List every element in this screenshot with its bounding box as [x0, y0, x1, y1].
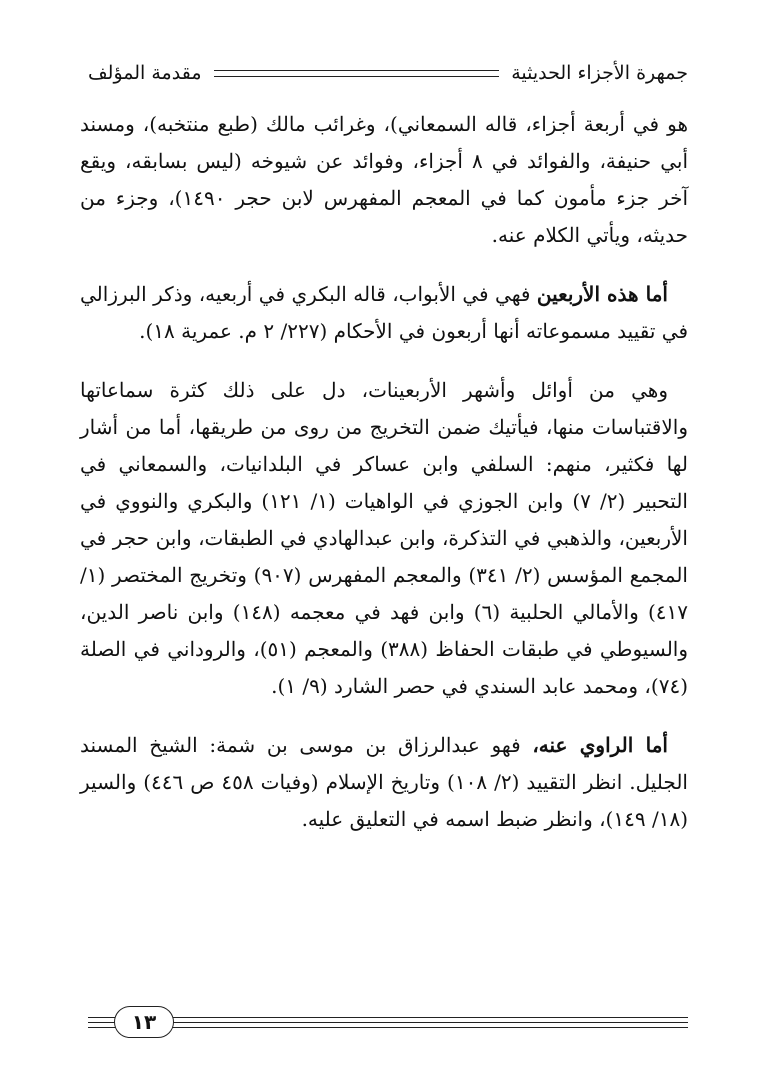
paragraph-3	[80, 372, 688, 705]
paragraph-1	[80, 106, 688, 254]
footer-rule	[88, 1027, 688, 1028]
section-title: مقدمة المؤلف	[88, 62, 202, 84]
paragraph-2	[80, 276, 688, 350]
book-title: جمهرة الأجزاء الحديثية	[511, 62, 688, 84]
paragraph-2-lead: أما هذه الأربعين	[536, 282, 668, 306]
paragraph-4	[80, 727, 688, 838]
header-rule	[214, 70, 500, 77]
page-footer	[88, 1003, 688, 1043]
paragraph-4-text: فهو عبدالرزاق بن موسى بن شمة: الشيخ المسند الجليل. انظر التقييد (٢/ ١٠٨) وتاريخ الإسلام (وفيات ٤٥٨ ص ٤٤٦) والسير (١٨/ ١٤٩)، وانظر ضبط اسمه في التعليق عليه.	[80, 733, 688, 831]
running-header	[88, 58, 688, 88]
paragraph-3-text: وهي من أوائل وأشهر الأربعينات، دل على ذلك كثرة سماعاتها والاقتباسات منها، فيأتيك ضمن التخريج من روى من طريقها، أما من أشار لها فكثير، منهم: السلفي وابن عساكر في البلدانيات، والسمعاني في التحبير (٢/ ٧) وابن الجوزي في الواهيات (١/ ١٢١) والبكري والنووي في الأربعين، والذهبي في التذكرة، وابن عبدالهادي في الطبقات، وابن حجر في المجمع المؤسس (٢/ ٣٤١) والمعجم المفهرس (٩٠٧) وتخريج المختصر (١/ ٤١٧) والأمالي الحلبية (٦) وابن فهد في معجمه (١٤٨) وابن ناصر الدين، والسيوطي في طبقات الحفاظ (٣٨٨) والمعجم (٥١)، والروداني في الصلة (٧٤)، ومحمد عابد السندي في حصر الشارد (٩/ ١).	[80, 378, 689, 698]
footer-rule	[88, 1022, 688, 1023]
paragraph-1-text: هو في أربعة أجزاء، قاله السمعاني)، وغرائب مالك (طبع منتخبه)، ومسند أبي حنيفة، والفوائد في ٨ أجزاء، وفوائد عن شيوخه (ليس بسابقه، ويقع آخر جزء مأمون كما في المعجم المفهرس لابن حجر ١٤٩٠)، وجزء من حديثه، ويأتي الكلام عنه.	[80, 112, 689, 247]
paragraph-2-text: فهي في الأبواب، قاله البكري في أربعيه، وذكر البرزالي في تقييد مسموعاته أنها أربعون في الأحكام (٢٢٧/ ٢ م. عمرية ١٨).	[80, 282, 688, 343]
paragraph-4-lead: أما الراوي عنه،	[532, 733, 668, 757]
page-number: ١٣	[114, 1006, 174, 1038]
page-body	[80, 106, 688, 860]
footer-rule	[88, 1017, 688, 1018]
